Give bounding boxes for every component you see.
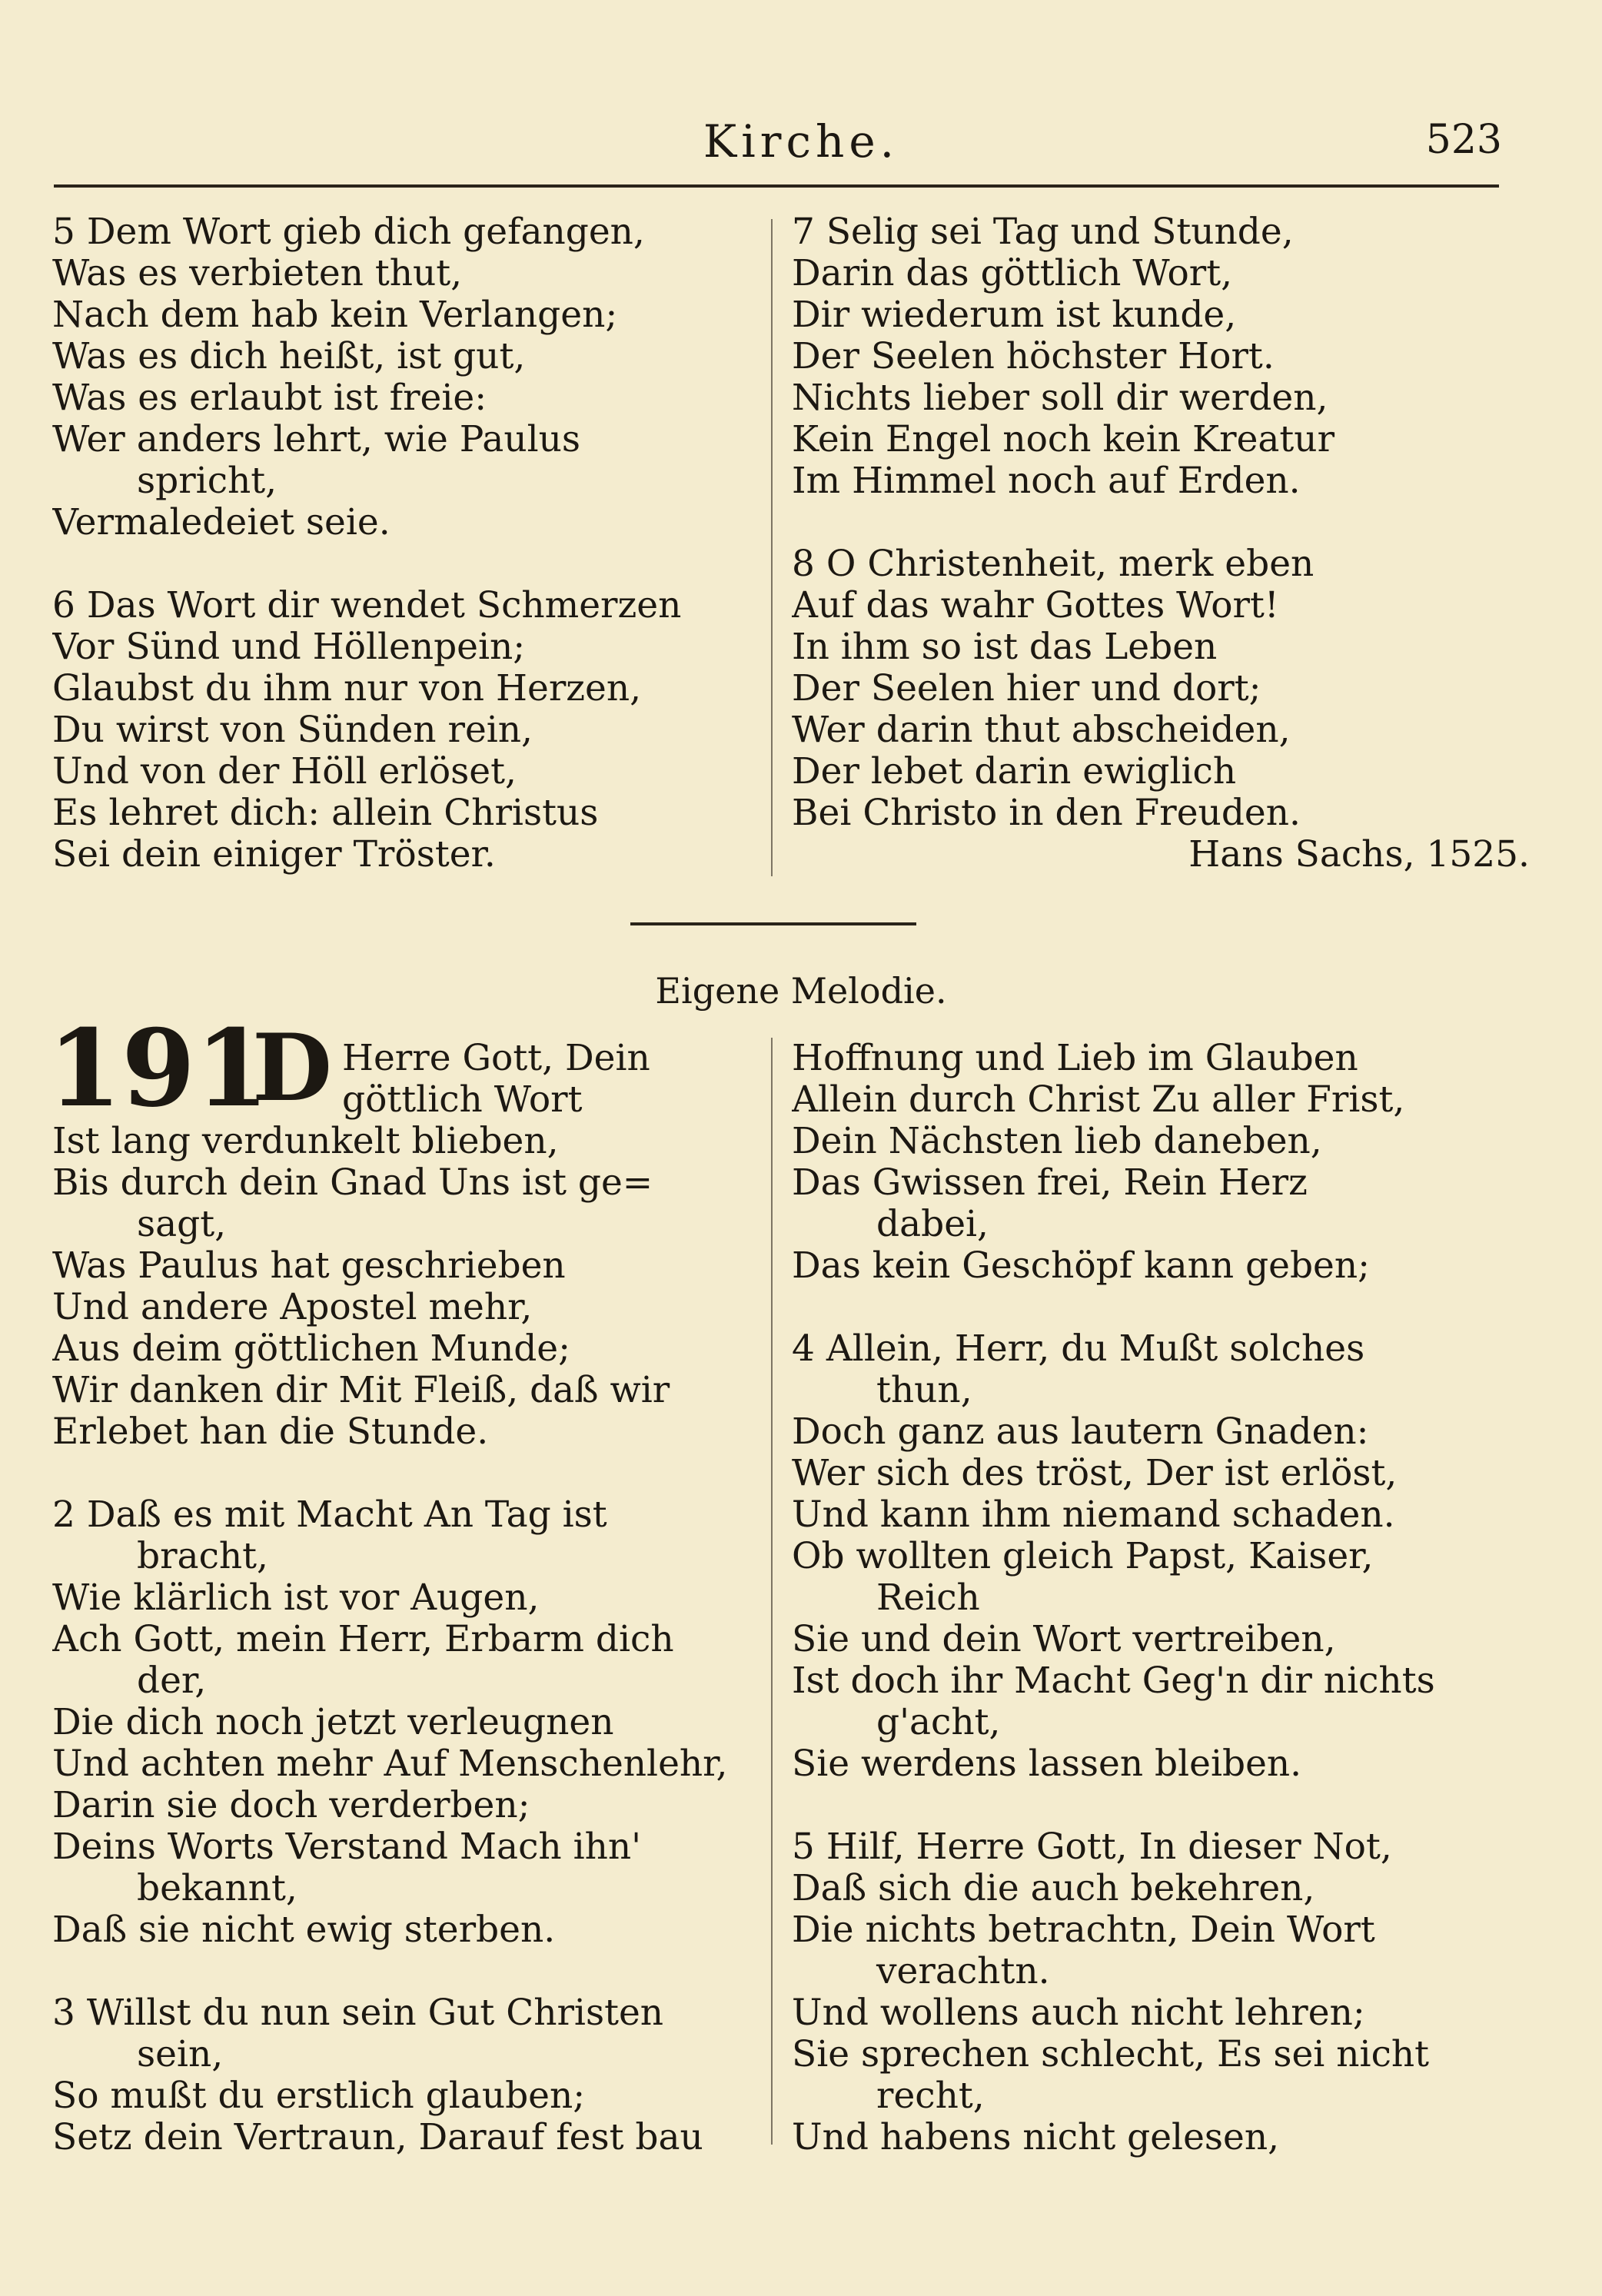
verse-line: Und von der Höll erlöset,	[52, 751, 517, 792]
verse-line: Was es verbieten thut,	[52, 253, 463, 294]
verse-line: sein,	[137, 2034, 224, 2075]
top-right-column	[792, 211, 1530, 876]
melody-heading: Eigene Melodie.	[655, 970, 947, 1012]
verse-line: Deins Worts Verstand Mach ihn'	[52, 1826, 642, 1868]
verse-line: Reich	[876, 1577, 980, 1619]
verse-line: bracht,	[137, 1536, 268, 1577]
verse-line: Sie sprechen schlecht, Es sei nicht	[792, 2034, 1430, 2075]
verse-line: Die nichts betrachtn, Dein Wort	[792, 1909, 1375, 1951]
verse-line: Erlebet han die Stunde.	[52, 1411, 489, 1453]
verse-line: Setz dein Vertraun, Darauf fest bau	[52, 2117, 703, 2158]
verse-line: Wie klärlich ist vor Augen,	[52, 1577, 540, 1619]
verse-line: Daß sich die auch bekehren,	[792, 1868, 1315, 1909]
verse-line: Dein Nächsten lieb daneben,	[792, 1121, 1322, 1162]
verse-line: Bei Christo in den Freuden.	[792, 792, 1301, 834]
verse-line: Was Paulus hat geschrieben	[52, 1245, 566, 1287]
verse-line: Herre Gott, Dein	[342, 1038, 650, 1079]
verse-line: Nichts lieber soll dir werden,	[792, 377, 1328, 419]
hymn-author: Hans Sachs, 1525.	[1188, 834, 1530, 876]
verse-line: Dir wiederum ist kunde,	[792, 294, 1237, 336]
bottom-right-column	[792, 1038, 1530, 2158]
verse-line: sagt,	[137, 1204, 227, 1245]
hymn-number: 191	[48, 1005, 270, 1131]
hymn-opening-lines	[342, 1038, 757, 1121]
verse-line: Wer darin thut abscheiden,	[792, 709, 1291, 751]
verse-line: Der lebet darin ewiglich	[792, 751, 1237, 792]
verse-line: g'acht,	[876, 1702, 1001, 1743]
verse-line: Darin sie doch verderben;	[52, 1785, 530, 1826]
verse-line: Kein Engel noch kein Kreatur	[792, 419, 1335, 460]
verse-line: 3 Willst du nun sein Gut Christen	[52, 1992, 664, 2034]
verse-line: Der Seelen hier und dort;	[792, 668, 1261, 709]
verse-line: Darin das göttlich Wort,	[792, 253, 1233, 294]
verse-line: Du wirst von Sünden rein,	[52, 709, 533, 751]
verse-line: bekannt,	[137, 1868, 297, 1909]
verse-line: Und andere Apostel mehr,	[52, 1287, 533, 1328]
verse-line: Wir danken dir Mit Fleiß, daß wir	[52, 1370, 670, 1411]
verse-line: In ihm so ist das Leben	[792, 626, 1218, 668]
section-rule	[630, 922, 916, 925]
bottom-left-column	[52, 1121, 767, 2158]
verse-line: Sie werdens lassen bleiben.	[792, 1743, 1302, 1785]
running-header: Kirche.	[703, 115, 899, 168]
verse-line: Vor Sünd und Höllenpein;	[52, 626, 526, 668]
verse-line: Im Himmel noch auf Erden.	[792, 460, 1301, 502]
verse-line: Und wollens auch nicht lehren;	[792, 1992, 1365, 2034]
verse-line: Und habens nicht gelesen,	[792, 2117, 1280, 2158]
verse-line: göttlich Wort	[342, 1079, 583, 1121]
verse-line: spricht,	[137, 460, 278, 502]
verse-line: Und kann ihm niemand schaden.	[792, 1494, 1395, 1536]
verse-line: Das Gwissen frei, Rein Herz	[792, 1162, 1308, 1204]
page-number: 523	[1425, 117, 1502, 163]
verse-line: Vermaledeiet seie.	[52, 502, 391, 543]
verse-line: 6 Das Wort dir wendet Schmerzen	[52, 585, 682, 626]
verse-line: Aus deim göttlichen Munde;	[52, 1328, 570, 1370]
verse-line: 5 Hilf, Herre Gott, In dieser Not,	[792, 1826, 1392, 1868]
verse-line: Wer sich des tröst, Der ist erlöst,	[792, 1453, 1398, 1494]
verse-line: Allein durch Christ Zu aller Frist,	[792, 1079, 1405, 1121]
verse-line: Ist lang verdunkelt blieben,	[52, 1121, 559, 1162]
verse-line: Es lehret dich: allein Christus	[52, 792, 599, 834]
top-left-column	[52, 211, 767, 876]
verse-line: Was es dich heißt, ist gut,	[52, 336, 526, 377]
verse-line: Sie und dein Wort vertreiben,	[792, 1619, 1336, 1660]
verse-line: Auf das wahr Gottes Wort!	[792, 585, 1279, 626]
column-divider	[771, 1038, 773, 2145]
column-divider	[771, 219, 773, 876]
verse-line: 4 Allein, Herr, du Mußt solches	[792, 1328, 1365, 1370]
verse-line: Ob wollten gleich Papst, Kaiser,	[792, 1536, 1374, 1577]
verse-line: recht,	[876, 2075, 985, 2117]
header-rule	[54, 184, 1499, 188]
verse-line: thun,	[876, 1370, 972, 1411]
verse-line: 2 Daß es mit Macht An Tag ist	[52, 1494, 607, 1536]
verse-line: Der Seelen höchster Hort.	[792, 336, 1275, 377]
verse-line: Ist doch ihr Macht Geg'n dir nichts	[792, 1660, 1435, 1702]
verse-line: Nach dem hab kein Verlangen;	[52, 294, 618, 336]
verse-line: Das kein Geschöpf kann geben;	[792, 1245, 1370, 1287]
verse-line: Und achten mehr Auf Menschenlehr,	[52, 1743, 728, 1785]
verse-line: Daß sie nicht ewig sterben.	[52, 1909, 556, 1951]
verse-line: 7 Selig sei Tag und Stunde,	[792, 211, 1294, 253]
verse-line: der,	[137, 1660, 207, 1702]
verse-line: Doch ganz aus lautern Gnaden:	[792, 1411, 1369, 1453]
verse-line: Hoffnung und Lieb im Glauben	[792, 1038, 1358, 1079]
verse-line: Was es erlaubt ist freie:	[52, 377, 487, 419]
verse-line: Wer anders lehrt, wie Paulus	[52, 419, 581, 460]
verse-line: Sei dein einiger Tröster.	[52, 834, 496, 876]
drop-initial: D	[252, 1014, 333, 1122]
verse-line: verachtn.	[876, 1951, 1050, 1992]
verse-line: 8 O Christenheit, merk eben	[792, 543, 1315, 585]
verse-line: Die dich noch jetzt verleugnen	[52, 1702, 614, 1743]
verse-line: So mußt du erstlich glauben;	[52, 2075, 586, 2117]
verse-line: Glaubst du ihm nur von Herzen,	[52, 668, 642, 709]
verse-line: dabei,	[876, 1204, 989, 1245]
verse-line: Ach Gott, mein Herr, Erbarm dich	[52, 1619, 674, 1660]
verse-line: 5 Dem Wort gieb dich gefangen,	[52, 211, 645, 253]
verse-line: Bis durch dein Gnad Uns ist ge=	[52, 1162, 653, 1204]
